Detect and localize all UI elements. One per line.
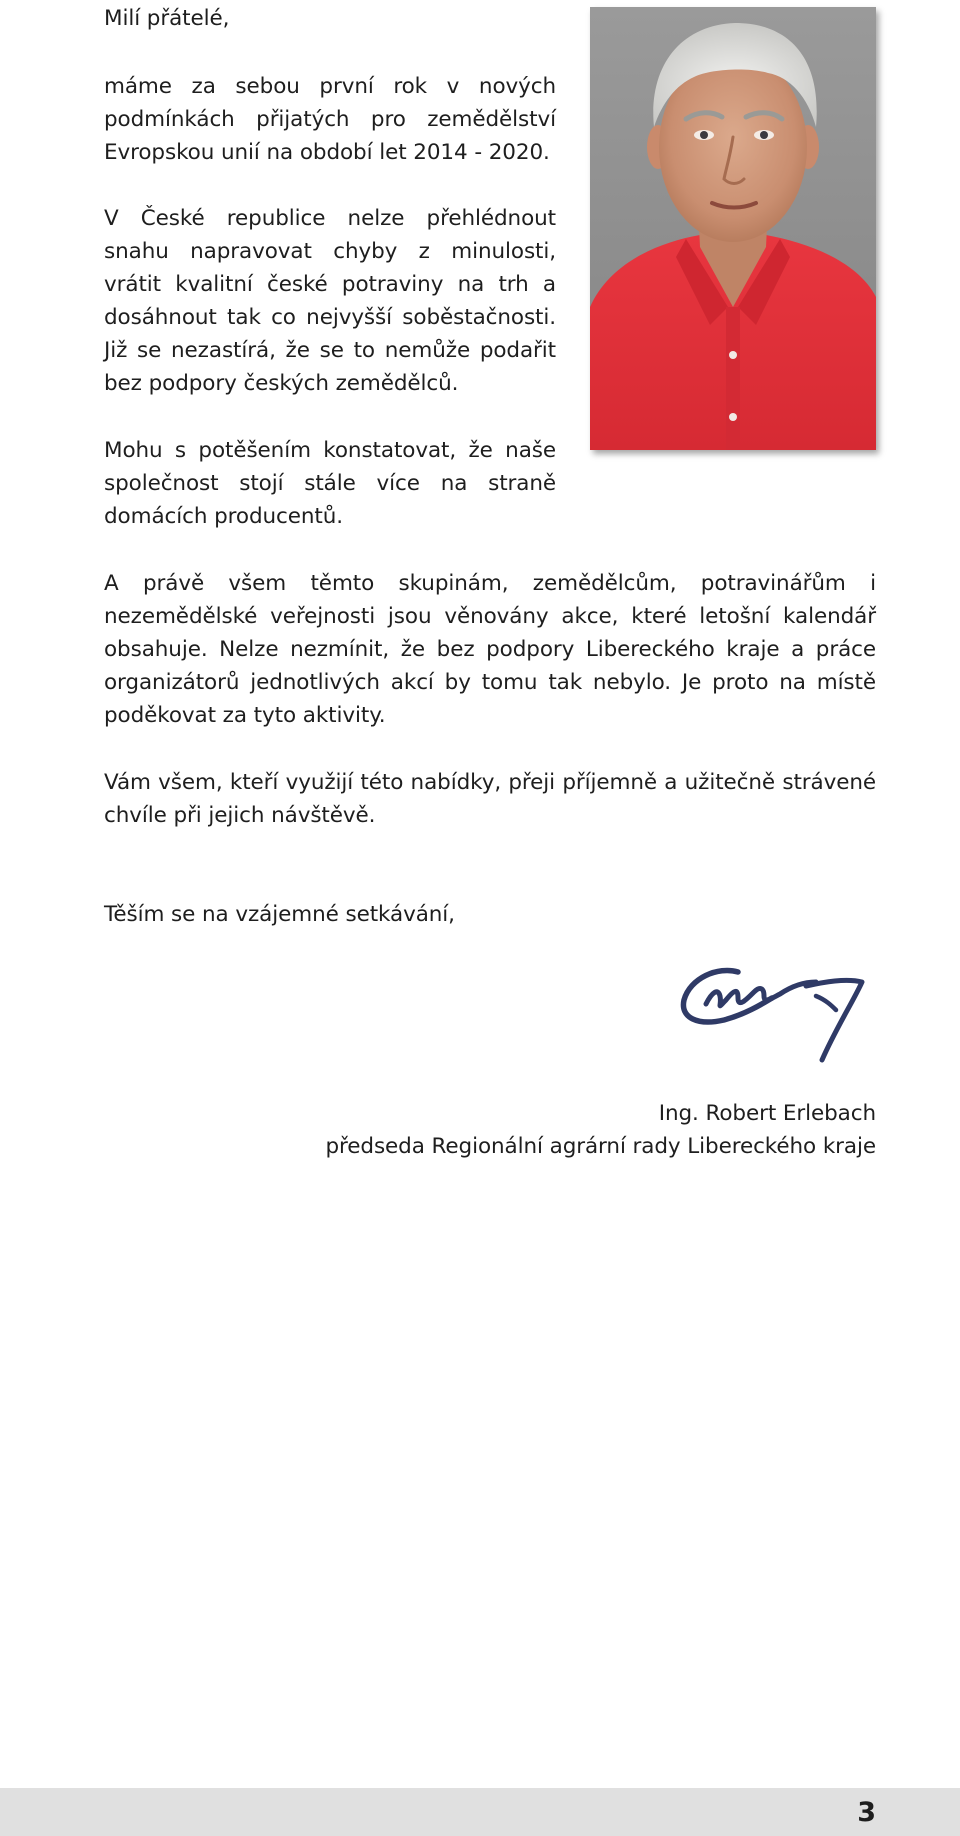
- portrait-illustration: [590, 7, 876, 450]
- letter-paragraph: Mohu s potěšením konstatovat, že naše společnost stojí stále více na straně domácích producentů.: [104, 438, 556, 529]
- letter-paragraph: V České republice nelze přehlédnout snahu napravovat chyby z minulosti, vrátit kvalitní české potraviny na trh a dosáhnout tak co nejvyšší soběstačnosti. Již se nezastírá, že se to nemůže podařit bez podpory českých zemědělců.: [104, 206, 556, 396]
- signer-role: předseda Regionální agrární rady Libereckého kraje: [325, 1134, 876, 1159]
- letter-paragraph: Vám všem, kteří využijí této nabídky, přeji příjemně a užitečně strávené chvíle při jejich návštěvě.: [104, 770, 876, 828]
- letter-paragraph: máme za sebou první rok v nových podmínkách přijatých pro zemědělství Evropskou unií na období let 2014 - 2020.: [104, 74, 556, 165]
- handwritten-signature: [676, 948, 872, 1070]
- footer-band: [0, 1788, 960, 1836]
- signature-strokes: [676, 948, 872, 1070]
- author-portrait-photo: [590, 7, 876, 450]
- letter-closing: Těším se na vzájemné setkávání,: [104, 902, 455, 927]
- letter-paragraph: A právě všem těmto skupinám, zemědělcům, potravinářům i nezemědělské veřejnosti jsou věnovány akce, které letošní kalendář obsahuje. Nelze nezmínit, že bez podpory Libereckého kraje a práce organizátorů jednotlivých akcí by tomu tak nebylo. Je proto na místě poděkovat za tyto aktivity.: [104, 571, 876, 728]
- signer-name: Ing. Robert Erlebach: [658, 1101, 876, 1126]
- page-number: 3: [857, 1797, 876, 1828]
- letter-greeting: Milí přátelé,: [104, 6, 230, 31]
